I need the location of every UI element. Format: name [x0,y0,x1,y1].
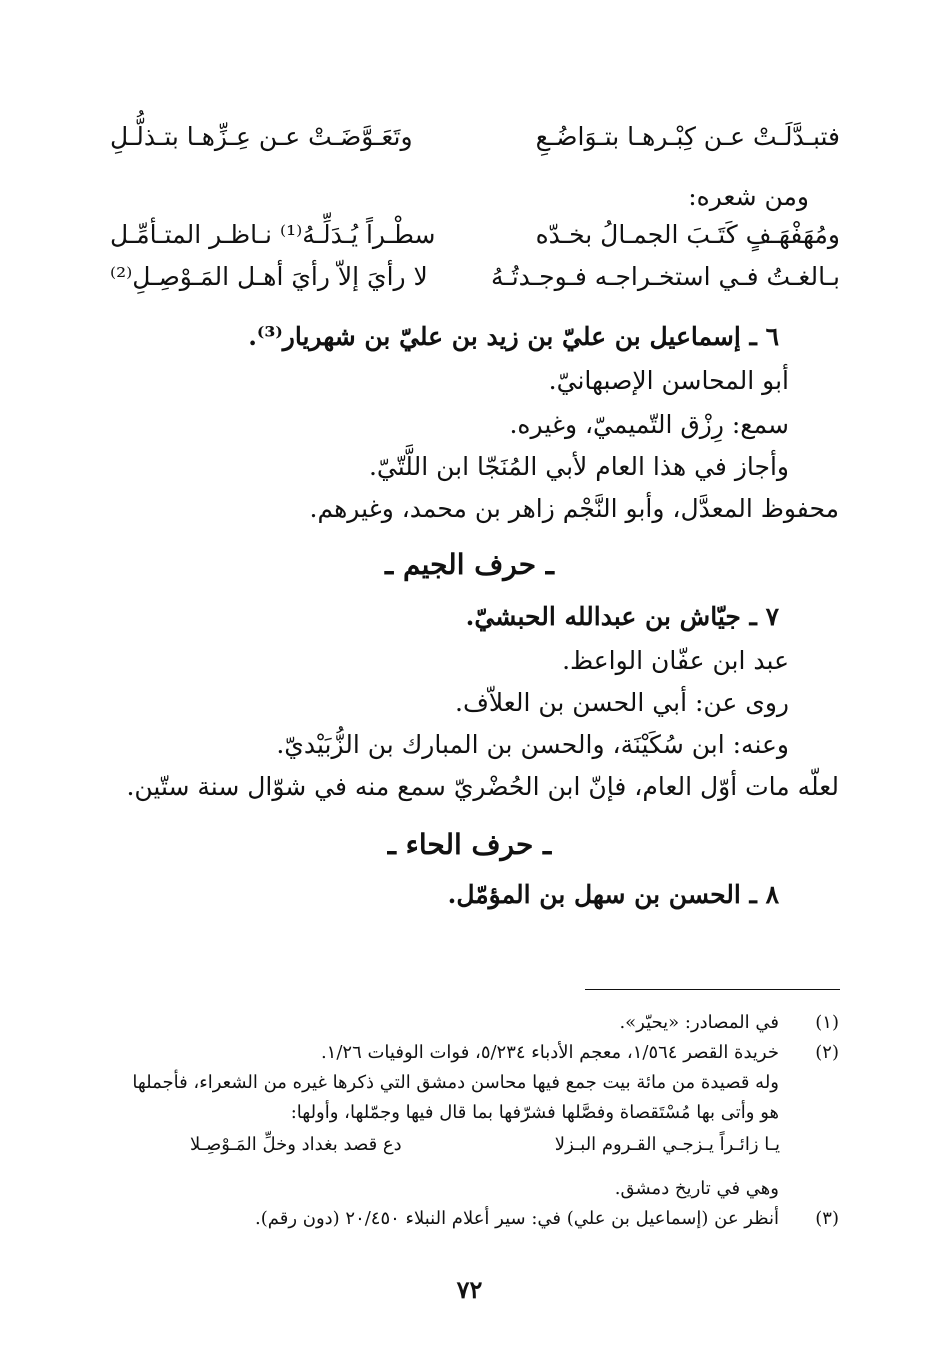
footnote-2-para-3: وهي في تاريخ دمشق. [614,1178,779,1199]
entry-7-heading: ٧ ـ جيّاش بن عبدالله الحبشيّ. [465,602,779,631]
footnote-2-para-2: هو وأتى بها مُسْتَقصاة وفصَّلها فشرّفها بما قال فيها وجمّلها، وأولها: [290,1102,779,1123]
poetry-intro: ومن شعره: [688,182,809,211]
section-title-jim: ـ حرف الجيم ـ [385,548,554,581]
entry-7-line-4: لعلّه مات أوّل العام، فإنّ ابن الحُضْريّ سمع منه في شوّال سنة ستّين. [126,772,839,801]
footnote-verse-right: يـا زائـراً يـزجـي القـروم البـزلا [554,1134,780,1155]
footnote-2-para-1: وله قصيدة من مائة بيت جمع فيها محاسن دمشق التي ذكرها غيره من الشعراء، فأجملها [132,1072,779,1093]
footnote-separator [585,989,840,990]
footnote-2-number: (٢) [815,1042,839,1063]
footnote-1-number: (١) [815,1012,839,1033]
footnote-1-text: في المصادر: «يحيّر». [619,1012,779,1033]
entry-6-line-1: أبو المحاسن الإصبهانيّ. [548,366,789,395]
verse-line-2 [110,220,840,264]
entry-6-line-3: وأجاز في هذا العام لأبي المُنَجّا ابن اللَّتّيّ. [368,452,789,481]
verse-hemistich-right: فتبـدَّلَـتْ عـن كِبْـرهـا بتـوَاضُـعِ [535,122,840,151]
verse-hemistich-right: بـالغـتُ فـي استخـراجـه فـوجـدتُـهُ [491,262,840,291]
footnote-2-text: خريدة القصر ١/٥٦٤، معجم الأدباء ٥/٢٣٤، فوات الوفيات ١/٢٦. [320,1042,779,1063]
footnote-2-verse [190,1134,780,1164]
entry-7-line-2: روى عن: أبي الحسن بن العلاّف. [455,688,789,717]
footnote-3-text: أنظر عن (إسماعيل بن علي) في: سير أعلام النبلاء ٢٠/٤٥٠ (دون رقم). [254,1208,779,1229]
entry-6-line-4: محفوظ المعدَّل، وأبو النَّجْم زاهر بن محمد، وغيرهم. [309,494,839,523]
verse-hemistich-left: لا رأيَ إلاّ رأيَ أهـل المَـوْصِـلِ⁽²⁾ [110,262,428,291]
entry-6-heading: ٦ ـ إسماعيل بن عليّ بن زيد بن عليّ بن شهريار⁽³⁾. [248,322,779,351]
verse-line-3 [110,262,840,306]
verse-hemistich-left: وتَعَـوَّضَـتْ عـن عِـزِّهـا بتـذلُّـلِ [110,122,413,151]
footnote-3-number: (٣) [815,1208,839,1229]
footnote-verse-left: دع قصد بغداد وخلِّ المَـوْصِـلا [190,1134,402,1155]
entry-7-line-1: عبد ابن عفّان الواعظ. [562,646,789,675]
verse-line-1 [110,122,840,166]
entry-7-line-3: وعنه: ابن سُكَيْنَة، والحسن بن المبارك بن الزُّبَيْديّ. [276,730,789,759]
verse-hemistich-right: ومُهَفْهَـفٍ كَتَـبَ الجمـالُ بخـدّه [535,220,840,249]
entry-8-heading: ٨ ـ الحسن بن سهل بن المؤمّل. [447,880,779,909]
entry-6-line-2: سمع: رِزْق التّميميّ، وغيره. [509,410,789,439]
page-number: ٧٢ [456,1275,483,1304]
section-title-ha: ـ حرف الحاء ـ [387,828,552,861]
verse-hemistich-left: سطْـراً يُـدَلِّـهُ⁽¹⁾ نـاظـر المتـأمِّـل [110,220,436,249]
